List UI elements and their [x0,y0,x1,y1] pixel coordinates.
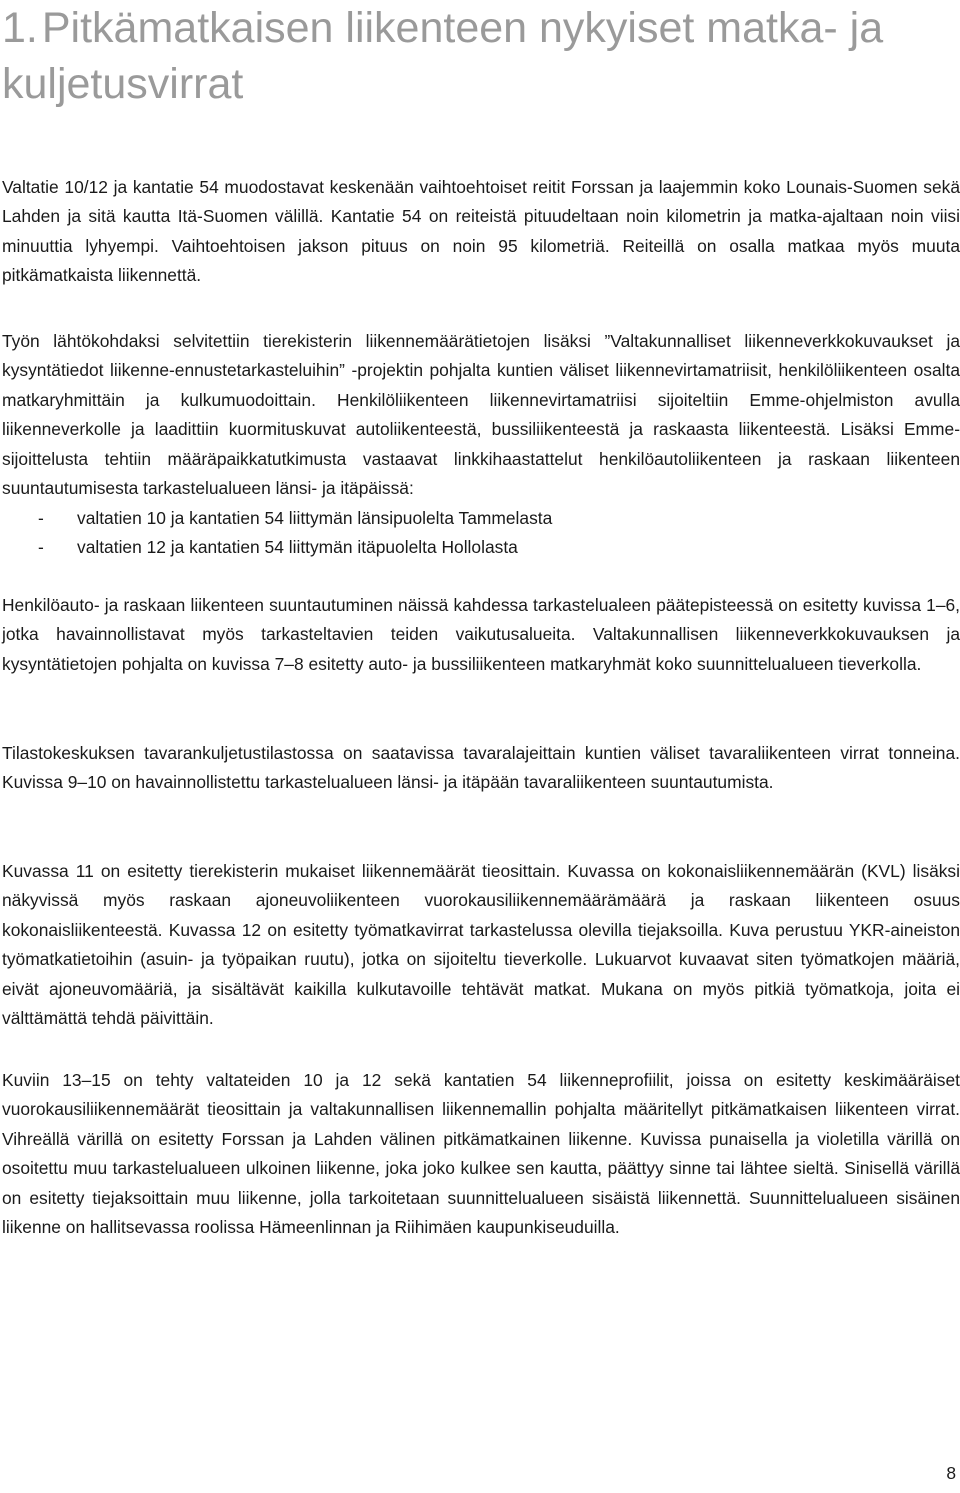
list-item [2,504,942,533]
section-title: Pitkämatkaisen liikenteen nykyiset matka- ja kuljetusvirrat [2,4,884,108]
list-bullet: - [38,537,44,558]
list-bullet: - [38,508,44,528]
paragraph-traffic-volumes: Kuvassa 11 on esitetty tierekisterin mukaiset liikennemäärät tieosittain. Kuvassa on kokonaisliikennemäärän (KVL) lisäksi näkyvissä myös raskaan ajoneuvoliikenteen vuorokausiliikennemäärämäärä ja raskaan liikenteen osuus kokonaisliikenteestä. Kuvassa 12 on esitetty työmatkavirrat tarkastelussa olevilla tiejaksoilla. Kuva perustuu YKR-aineiston työmatkatietoihin (asuin- ja työpaikan ruutu), jotka on sijoiteltu tieverkolle. Lukuarvot kuvaavat siten työmatkojen määriä, eivät ajoneuvomääriä, ja sisältävät kaikilla kulkutavoille tehtävät matkat. Mukana on myös pitkiä työmatkoja, joita ei välttämättä tehdä päivittäin. [2,861,960,1029]
paragraph-method: Työn lähtökohdaksi selvitettiin tierekisterin liikennemäärätietojen lisäksi ”Valtakunnalliset liikenneverkkokuvaukset ja kysyntätiedot liikenne-ennustetarkasteluihin” -projektin pohjalta kuntien väliset liikennevirtamatriisit, henkilöliikenteen osalta matkaryhmittäin ja kulkumuodoittain. Henkilöliikenteen liikennevirtamatriisi sijoiteltiin Emme-ohjelmiston avulla liikenneverkolle ja laadittiin kuormituskuvat autoliikenteestä, bussiliikenteestä ja raskaasta liikenteestä. Lisäksi Emme-sijoittelusta tehtiin määräpaikkatutkimusta vastaavat linkkihaastattelut henkilöautoliikenteen ja raskaan liikenteen suuntautumisesta tarkastelualueen länsi- ja itäpäissä: [2,331,960,499]
section-heading [2,0,952,112]
page-number: 8 [946,1463,956,1483]
list-item-text: valtatien 12 ja kantatien 54 liittymän itäpuolelta Hollolasta [77,537,518,558]
list-item-text: valtatien 10 ja kantatien 54 liittymän länsipuolelta Tammelasta [77,508,553,528]
paragraph-directions: Henkilöauto- ja raskaan liikenteen suuntautuminen näissä kahdessa tarkastelualeen päätepisteessä on esitetty kuvissa 1–6, jotka havainnollistavat myös tarkasteltavien teiden vaikutusalueita. Valtakunnallisen liikenneverkkokuvauksen ja kysyntätietojen pohjalta on kuvissa 7–8 esitetty auto- ja bussiliikenteen matkaryhmät koko suunnittelualueen tieverkolla. [2,595,960,674]
interview-locations-list [2,504,942,563]
paragraph-route-alternatives: Valtatie 10/12 ja kantatie 54 muodostavat keskenään vaihtoehtoiset reitit Forssan ja laajemmin koko Lounais-Suomen sekä Lahden ja sitä kautta Itä-Suomen välillä. Kantatie 54 on reiteistä pituudeltaan noin kilometrin ja matka-ajaltaan noin viisi minuuttia lyhyempi. Vaihtoehtoisen jakson pituus on noin 95 kilometriä. Reiteillä on osalla matkaa myös muuta pitkämatkaista liikennettä. [2,177,960,286]
paragraph-freight-statistics: Tilastokeskuksen tavarankuljetustilastossa on saatavissa tavaralajeittain kuntien väliset tavaraliikenteen virrat tonneina. Kuvissa 9–10 on havainnollistettu tarkastelualueen länsi- ja itäpään tavaraliikenteen suuntautumista. [2,743,960,793]
paragraph-traffic-profiles: Kuviin 13–15 on tehty valtateiden 10 ja 12 sekä kantatien 54 liikenneprofiilit, joissa on esitetty keskimääräiset vuorokausiliikennemäärät tieosittain ja valtakunnallisen liikennemallin pohjalta määritellyt pitkämatkaisen liikenteen virrat. Vihreällä värillä on esitetty Forssan ja Lahden välinen pitkämatkainen liikenne. Kuvissa punaisella ja violetilla värillä on osoitettu muu tarkastelualueen ulkoinen liikenne, joka joko kulkee sen kautta, päättyy sinne tai lähtee sieltä. Sinisellä värillä on esitetty tiejaksoittain muu liikenne, jolla tarkoitetaan suunnittelualueen sisäistä liikennettä. Suunnittelualueen sisäinen liikenne on hallitsevassa roolissa Hämeenlinnan ja Riihimäen kaupunkiseuduilla. [2,1070,960,1238]
section-number: 1. [2,4,38,52]
list-item [2,533,942,562]
